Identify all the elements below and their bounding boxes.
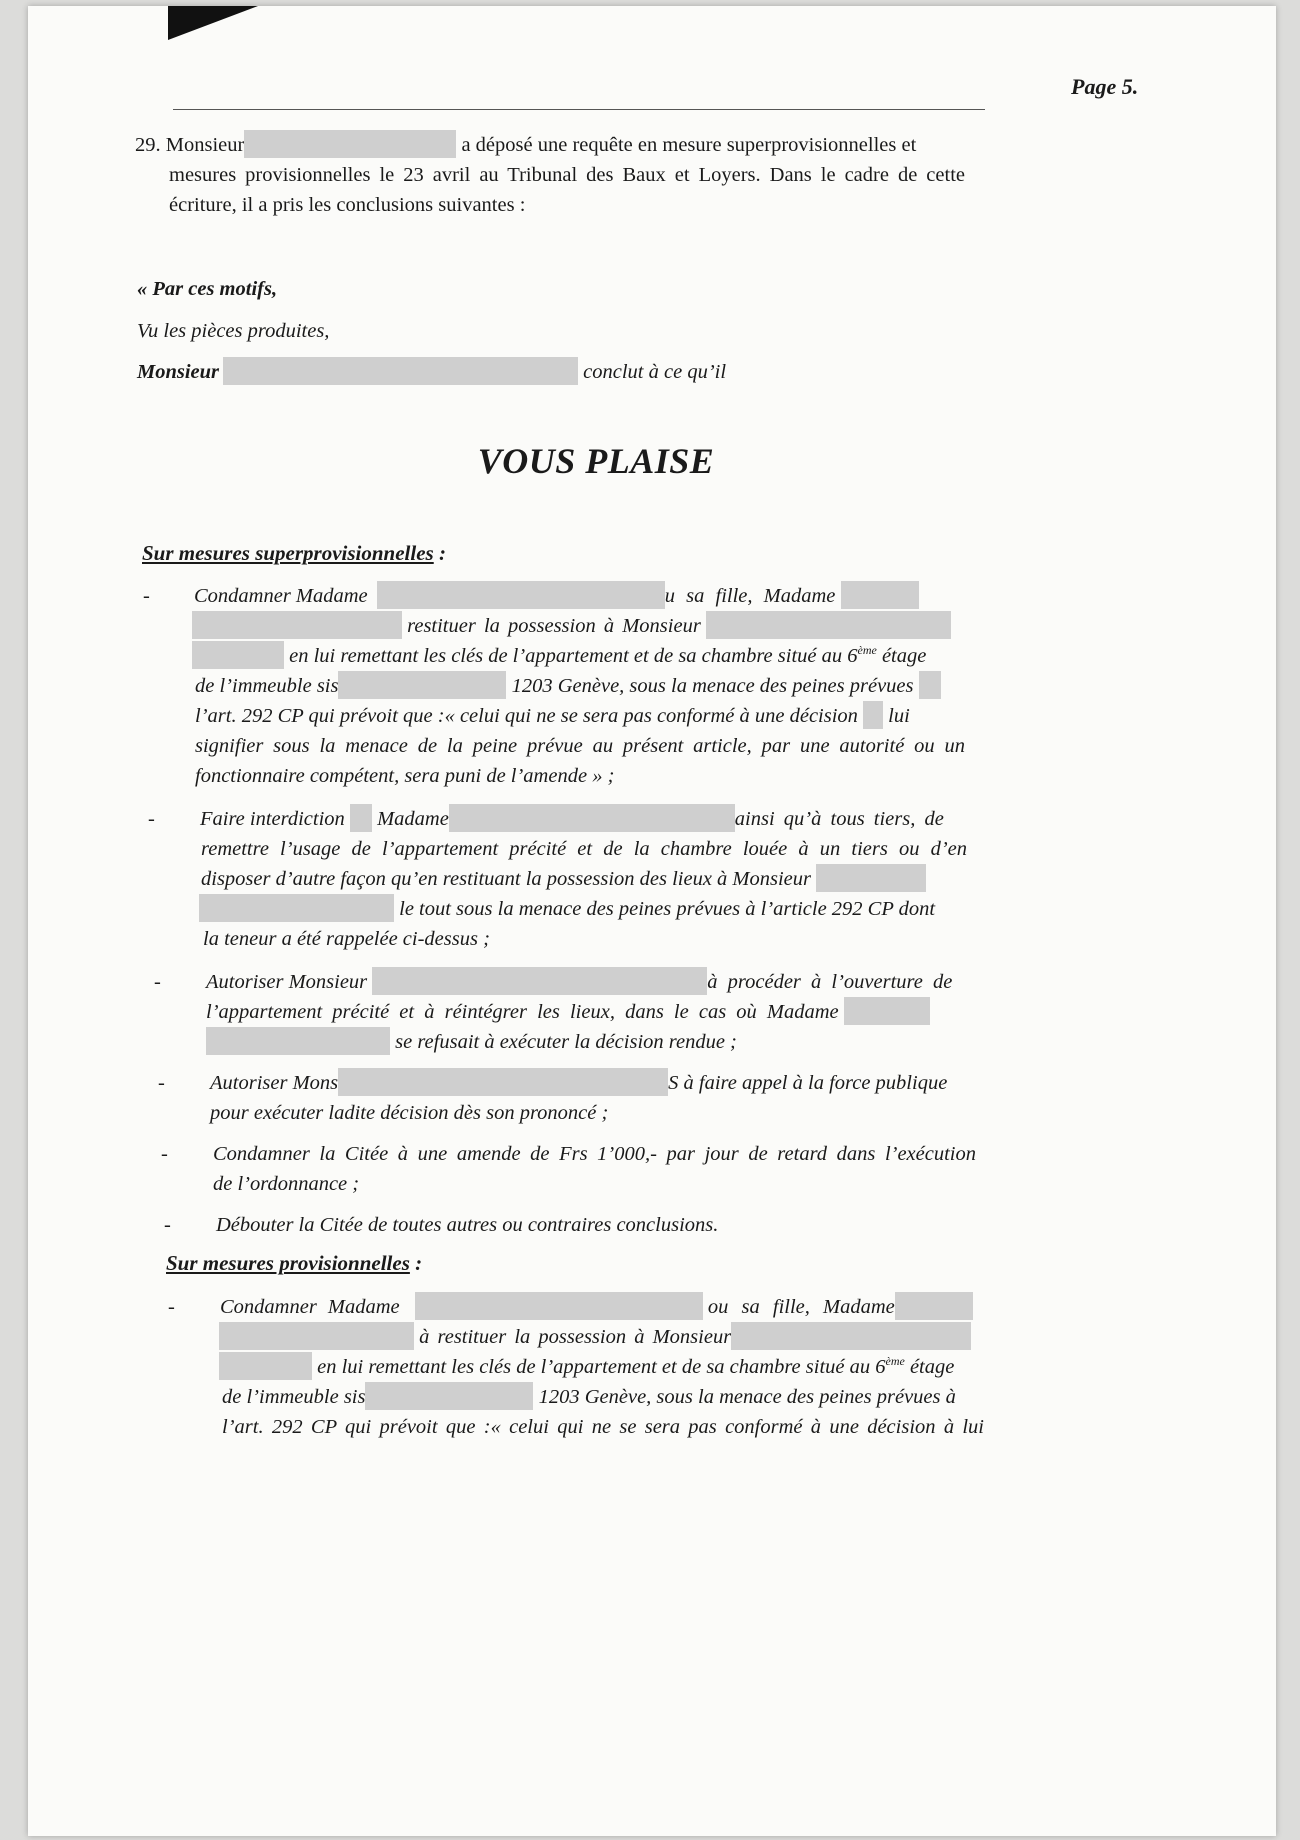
item-text: se refusait à exécuter la décision rendue ; (395, 1031, 737, 1053)
redaction (244, 130, 456, 158)
item-text: l’art. 292 CP qui prévoit que :« celui qui ne se sera pas conformé à une décision (195, 705, 858, 727)
monsieur-conclut-line (137, 357, 726, 387)
item2-line-2: remettre l’usage de l’appartement précité et de la chambre louée à un tiers ou d’en (201, 838, 967, 860)
para29-line-1 (135, 130, 916, 160)
header-rule (173, 109, 985, 110)
redaction (377, 581, 665, 609)
redaction (863, 701, 883, 729)
section-heading-text: Sur mesures superprovisionnelles (142, 541, 434, 565)
item2-line-4 (199, 894, 935, 924)
redaction (199, 894, 394, 922)
redaction (338, 671, 506, 699)
item1-line-7: fonctionnaire compétent, sera puni de l’amende » ; (195, 765, 615, 787)
redaction (919, 671, 941, 699)
redaction (365, 1382, 533, 1410)
redaction (841, 581, 919, 609)
motifs-line: « Par ces motifs, (137, 278, 278, 300)
conclut-text: conclut à ce qu’il (583, 361, 727, 383)
item5-line-2: de l’ordonnance ; (213, 1173, 360, 1195)
s2-item1-line-3 (219, 1352, 954, 1382)
item-text: Condamner Madame (220, 1296, 400, 1318)
item1-line-2 (192, 611, 951, 641)
dash-bullet: - (148, 808, 155, 830)
redaction (206, 1027, 390, 1055)
superscript: ème (885, 1354, 905, 1369)
page-number: Page 5. (1071, 74, 1139, 99)
pieces-line: Vu les pièces produites, (137, 320, 330, 342)
dash-bullet: - (161, 1143, 168, 1165)
item-text: à procéder à l’ouverture de (707, 971, 953, 993)
redaction (192, 611, 402, 639)
item4-line-2: pour exécuter ladite décision dès son prononcé ; (210, 1102, 609, 1124)
item-text: de l’immeuble sis (195, 675, 339, 697)
item-text: disposer d’autre façon qu’en restituant la possession des lieux à Monsieur (201, 868, 812, 890)
item3-line-3 (206, 1027, 737, 1057)
section-superprovisionnelles-heading (142, 541, 446, 566)
monsieur-label: Monsieur (137, 361, 220, 383)
item-text: étage (904, 1356, 955, 1378)
item1-line-5 (195, 701, 910, 731)
redaction (731, 1322, 971, 1350)
item-text: à restituer la possession à Monsieur (419, 1326, 732, 1348)
item-text: de l’immeuble sis (222, 1386, 366, 1408)
para29-text: a déposé une requête en mesure superprovisionnelles et (461, 134, 917, 156)
redaction (192, 641, 284, 669)
item5-line-1: Condamner la Citée à une amende de Frs 1’000,- par jour de retard dans l’exécution (213, 1143, 976, 1165)
redaction (706, 611, 951, 639)
item1-line-3 (192, 641, 926, 671)
item3-line-2 (206, 997, 930, 1027)
item-text: 1203 Genève, sous la menace des peines prévues à (538, 1386, 956, 1408)
item-text: Autoriser Monsieur (206, 971, 368, 993)
scan-corner-mark (168, 6, 258, 40)
item-text: S à faire appel à la force publique (668, 1072, 948, 1094)
dash-bullet: - (154, 971, 161, 993)
section-heading-text: Sur mesures provisionnelles (166, 1251, 410, 1275)
item4-line-1 (210, 1068, 947, 1098)
item-text: en lui remettant les clés de l’appartement et de sa chambre situé au 6 (317, 1356, 886, 1378)
para29-line-3: écriture, il a pris les conclusions suivantes : (169, 194, 526, 216)
item-text: étage (876, 645, 927, 667)
redaction (350, 804, 372, 832)
s2-item1-line-2 (219, 1322, 971, 1352)
item-text: Autoriser Mons (210, 1072, 339, 1094)
para29-number: 29. (135, 134, 161, 156)
redaction (449, 804, 735, 832)
item2-line-3 (201, 864, 926, 894)
item2-line-1 (200, 804, 944, 834)
redaction (338, 1068, 668, 1096)
section-heading-colon: : (433, 541, 446, 565)
para29-text: Monsieur (165, 134, 245, 156)
redaction (219, 1352, 312, 1380)
item-text: u sa fille, Madame (664, 585, 836, 607)
item1-line-1 (194, 581, 919, 611)
redaction (415, 1292, 703, 1320)
redaction (895, 1292, 973, 1320)
item-text: Faire interdiction (200, 808, 345, 830)
item-text: l’appartement précité et à réintégrer les lieux, dans le cas où Madame (206, 1001, 839, 1023)
item-text: 1203 Genève, sous la menace des peines prévues (511, 675, 914, 697)
s2-item1-line-1 (220, 1292, 973, 1322)
item-text: en lui remettant les clés de l’appartement et de sa chambre situé au 6 (289, 645, 858, 667)
s2-item1-line-5: l’art. 292 CP qui prévoit que :« celui qui ne se sera pas conformé à une décision à lui (222, 1416, 984, 1438)
section-provisionnelles-heading (166, 1251, 422, 1276)
dash-bullet: - (164, 1214, 171, 1236)
item-text: ou sa fille, Madame (707, 1296, 895, 1318)
item3-line-1 (206, 967, 952, 997)
dash-bullet: - (158, 1072, 165, 1094)
redaction (223, 357, 578, 385)
item1-line-6: signifier sous la menace de la peine prévue au présent article, par une autorité ou un (195, 735, 965, 757)
dash-bullet: - (168, 1296, 175, 1318)
redaction (844, 997, 930, 1025)
title-vous-plaise: VOUS PLAISE (477, 441, 715, 481)
item-text: lui (888, 705, 910, 727)
item-text: Condamner Madame (194, 585, 368, 607)
s2-item1-line-4 (222, 1382, 956, 1412)
redaction (219, 1322, 414, 1350)
redaction (372, 967, 707, 995)
item-text: ainsi qu’à tous tiers, de (734, 808, 944, 830)
item-text: restituer la possession à Monsieur (407, 615, 701, 637)
dash-bullet: - (143, 585, 150, 607)
item6-line-1: Débouter la Citée de toutes autres ou contraires conclusions. (216, 1214, 719, 1236)
item2-line-5: la teneur a été rappelée ci-dessus ; (203, 928, 490, 950)
item1-line-4 (195, 671, 941, 701)
item-text: le tout sous la menace des peines prévues à l’article 292 CP dont (399, 898, 936, 920)
superscript: ème (857, 643, 877, 658)
section-heading-colon: : (409, 1251, 423, 1275)
redaction (816, 864, 926, 892)
item-text: Madame (377, 808, 449, 830)
para29-line-2: mesures provisionnelles le 23 avril au Tribunal des Baux et Loyers. Dans le cadre de cette (169, 164, 965, 186)
